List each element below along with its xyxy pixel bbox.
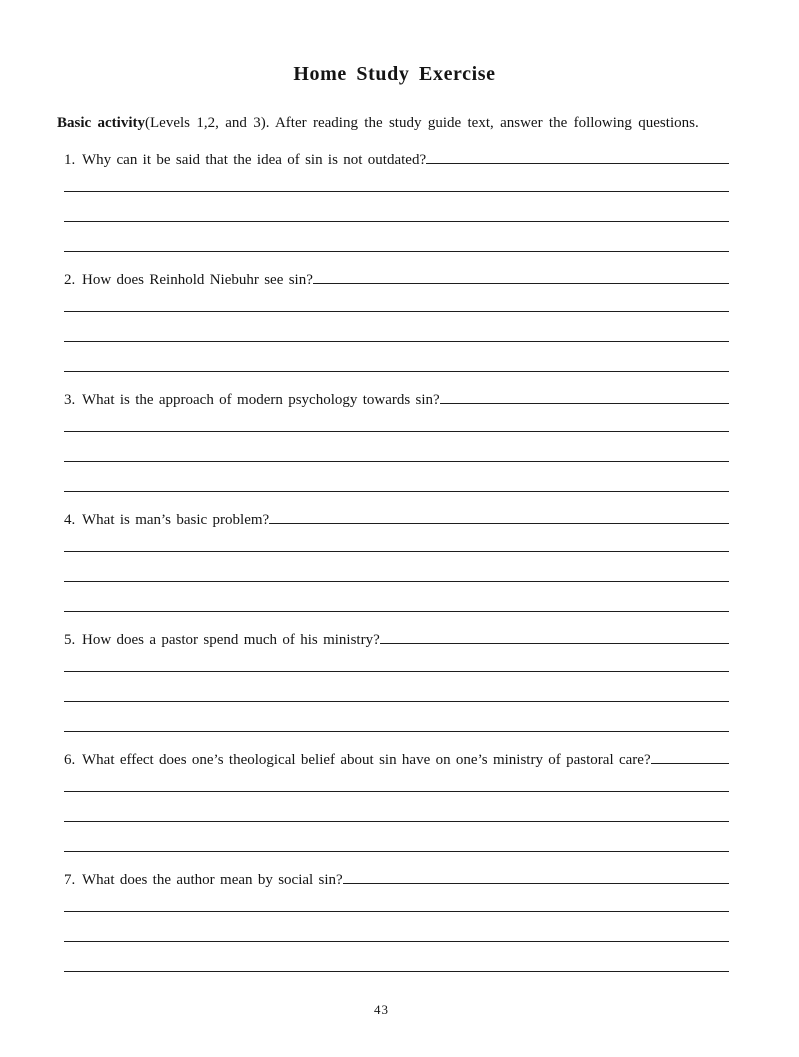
answer-blank-line <box>64 411 729 432</box>
answer-blank-line <box>64 462 729 492</box>
answer-blank-line <box>64 672 729 702</box>
answer-blank-line <box>651 763 729 764</box>
question-text: What is the approach of modern psychology towards sin? <box>82 392 440 408</box>
answer-blank-line <box>64 651 729 672</box>
question-item-2 <box>64 270 729 372</box>
question-item-6 <box>64 750 729 852</box>
question-text: Why can it be said that the idea of sin is not outdated? <box>82 152 427 168</box>
question-number: 4. <box>64 512 76 528</box>
answer-blank-line <box>64 912 729 942</box>
answer-blank-line <box>64 531 729 552</box>
question-text: How does Reinhold Niebuhr see sin? <box>82 272 313 288</box>
intro-text <box>57 113 739 134</box>
answer-blank-line <box>426 163 729 164</box>
question-number: 6. <box>64 752 76 768</box>
answer-blank-line <box>64 942 729 972</box>
question-text: What effect does one’s theological belief about sin have on one’s ministry of pastoral care? <box>82 752 651 768</box>
question-row <box>64 630 729 651</box>
question-number: 1. <box>64 152 76 168</box>
answer-blank-line <box>269 523 729 524</box>
answer-blank-line <box>64 291 729 312</box>
question-item-5 <box>64 630 729 732</box>
question-list <box>64 150 729 972</box>
answer-blank-line <box>64 432 729 462</box>
answer-blank-line <box>313 283 729 284</box>
question-row <box>64 390 729 411</box>
answer-blank-line <box>64 222 729 252</box>
answer-blank-line <box>64 891 729 912</box>
answer-blank-line <box>64 771 729 792</box>
answer-blank-line <box>64 792 729 822</box>
page-number: 43 <box>374 1002 389 1017</box>
question-text: What is man’s basic problem? <box>82 512 270 528</box>
question-row <box>64 750 729 771</box>
answer-blank-line <box>64 342 729 372</box>
question-text: How does a pastor spend much of his ministry? <box>82 632 380 648</box>
answer-blank-line <box>64 702 729 732</box>
answer-blank-line <box>64 171 729 192</box>
answer-blank-line <box>64 822 729 852</box>
question-row <box>64 870 729 891</box>
answer-blank-line <box>64 582 729 612</box>
question-number: 3. <box>64 392 76 408</box>
page-title: Home Study Exercise <box>293 63 496 85</box>
question-item-7 <box>64 870 729 972</box>
answer-blank-line <box>64 192 729 222</box>
question-number: 5. <box>64 632 76 648</box>
answer-blank-line <box>64 552 729 582</box>
question-number: 7. <box>64 872 76 888</box>
intro-rest-text: (Levels 1,2, and 3). After reading the study guide text, answer the following questions. <box>145 115 699 131</box>
answer-blank-line <box>64 312 729 342</box>
question-row <box>64 150 729 171</box>
intro-bold-label: Basic activity <box>57 115 146 131</box>
question-text: What does the author mean by social sin? <box>82 872 343 888</box>
answer-blank-line <box>440 403 729 404</box>
question-item-4 <box>64 510 729 612</box>
question-number: 2. <box>64 272 76 288</box>
answer-blank-line <box>380 643 729 644</box>
answer-blank-line <box>343 883 729 884</box>
question-item-3 <box>64 390 729 492</box>
question-item-1 <box>64 150 729 252</box>
question-row <box>64 510 729 531</box>
question-row <box>64 270 729 291</box>
